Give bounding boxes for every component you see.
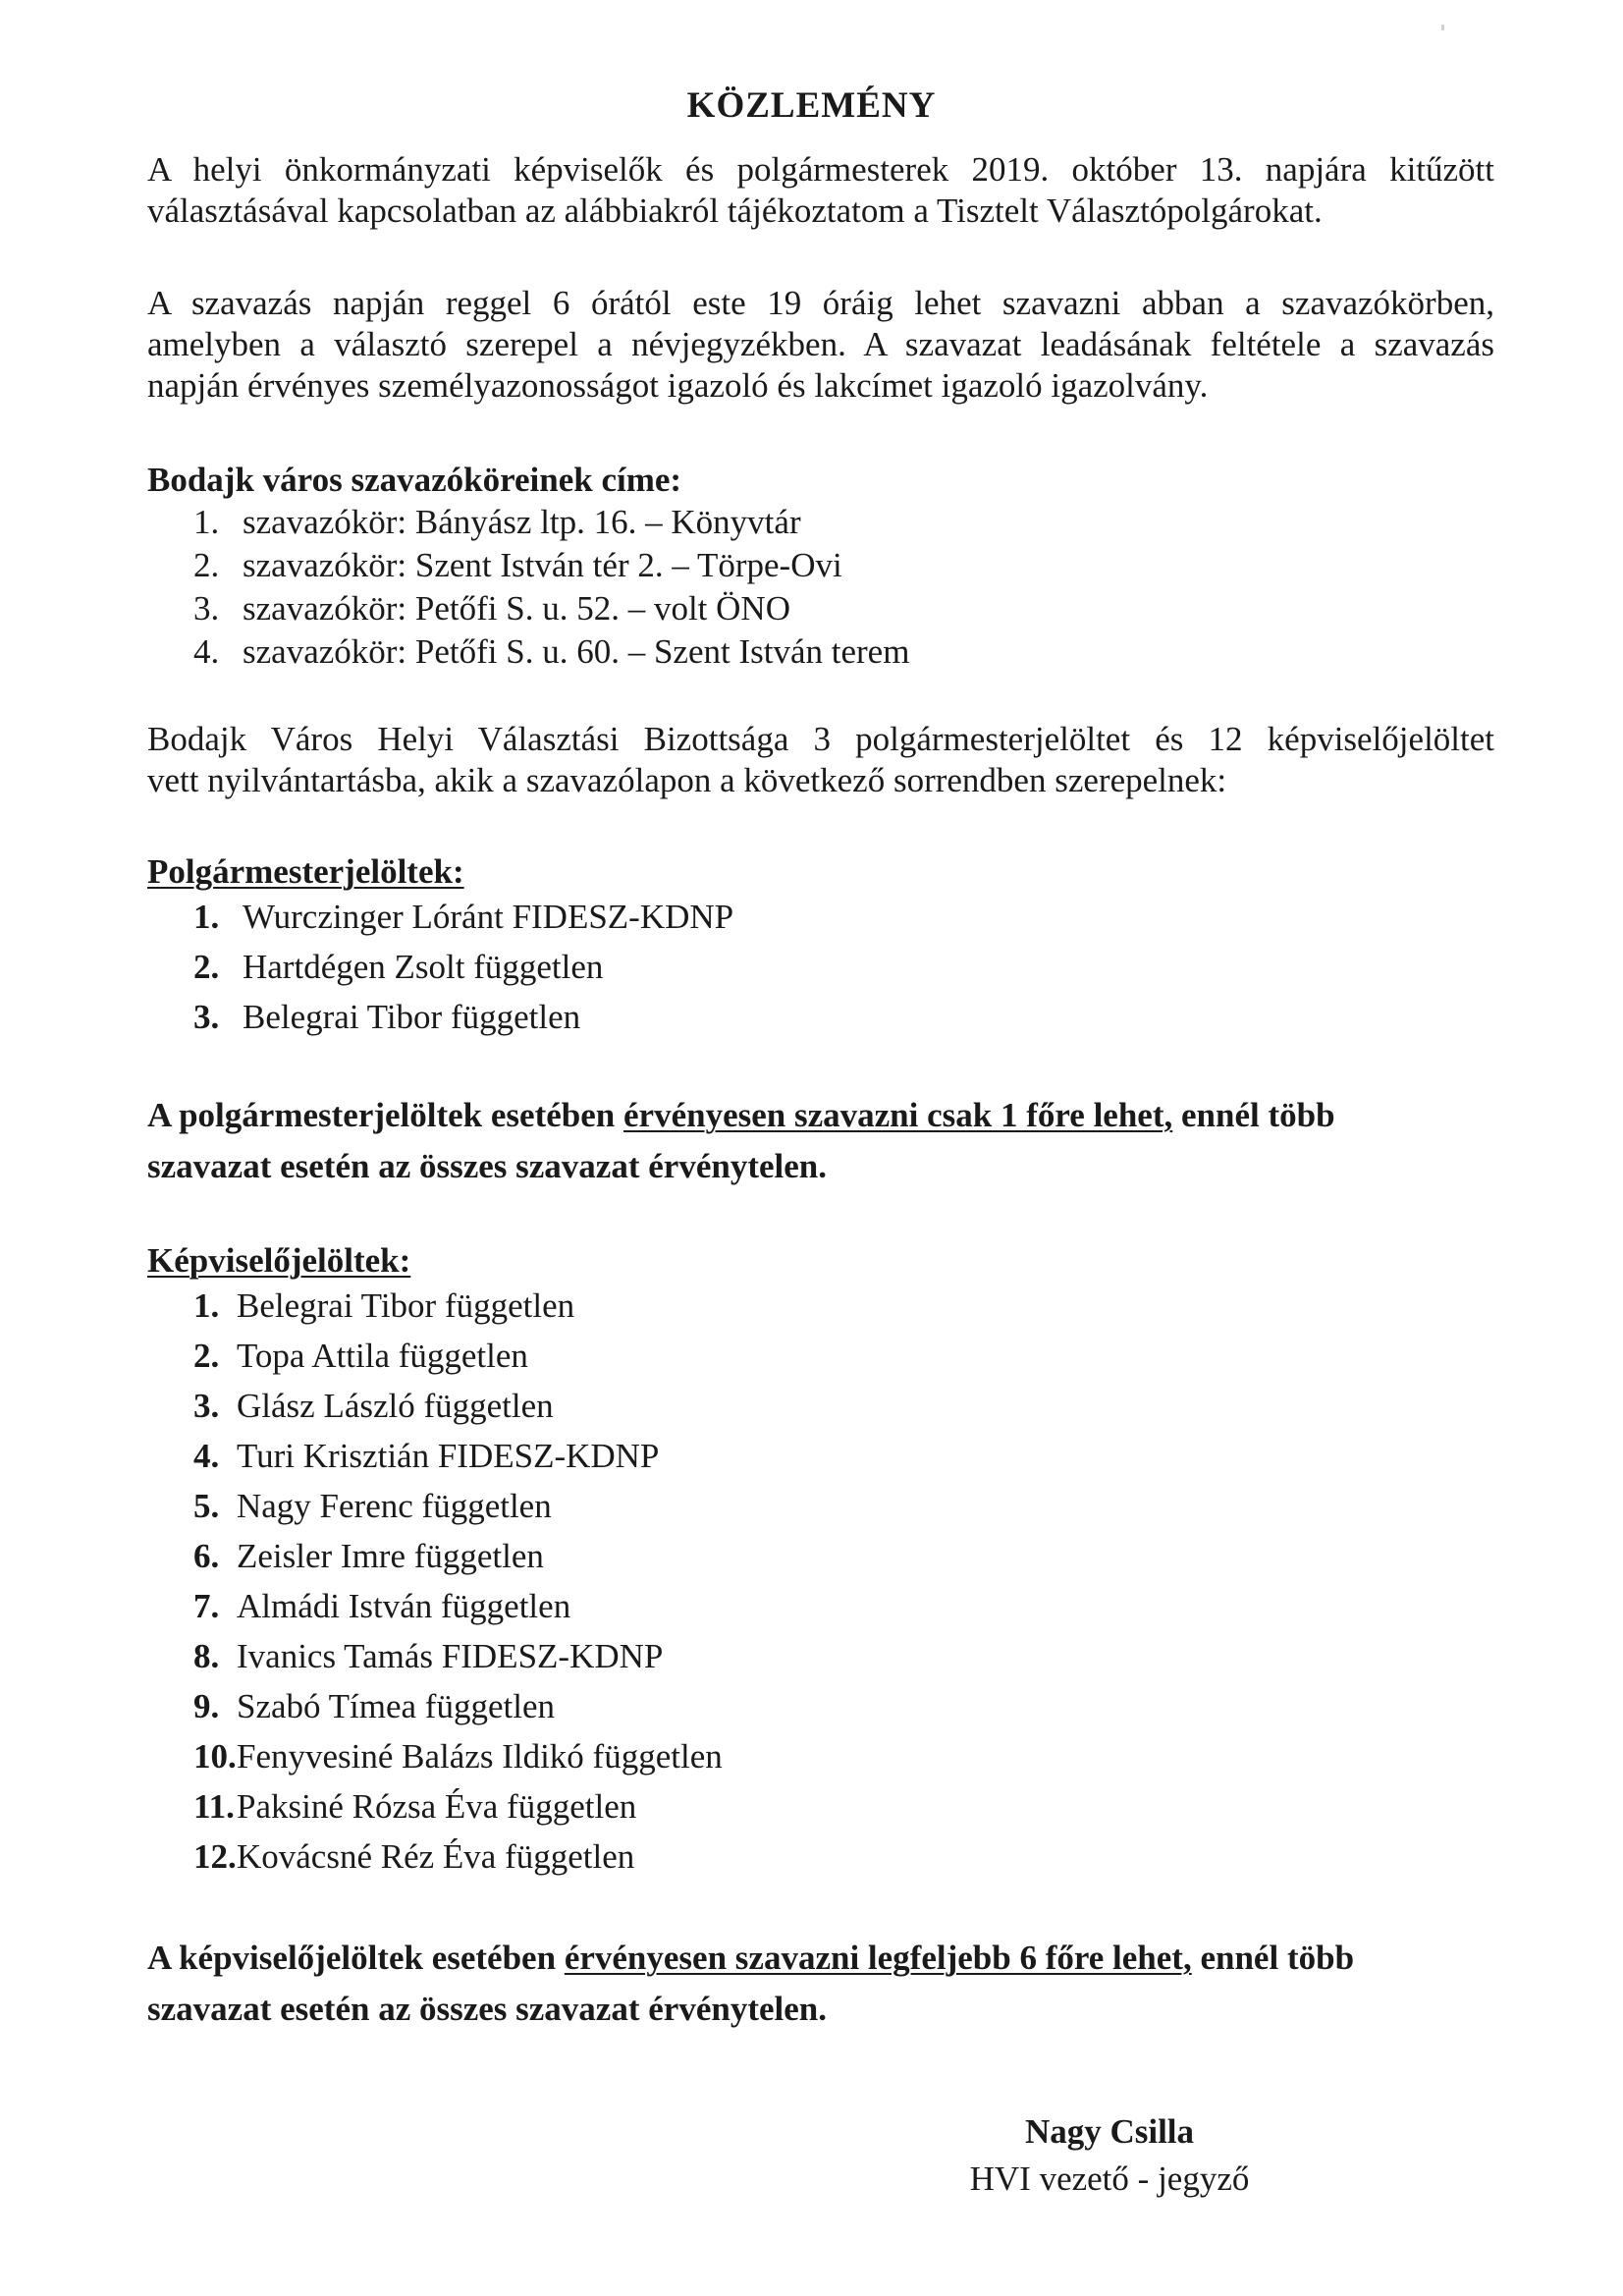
item-text: Szabó Tímea független bbox=[237, 1687, 555, 1725]
committee-line: Bodajk Város Helyi Választási Bizottsága 3 polgármesterjelöltet és 12 képviselőjelöltet bbox=[147, 720, 1494, 758]
item-number: 3. bbox=[193, 998, 220, 1036]
warning-emphasis: érvényesen szavazni legfeljebb 6 főre lehet, bbox=[564, 1939, 1192, 1977]
list-item bbox=[193, 1736, 723, 1786]
list-item bbox=[193, 1686, 723, 1736]
signature-block bbox=[913, 2111, 1306, 2200]
voting-info-line: A szavazás napján reggel 6 órától este 19 óráig lehet szavazni abban a szavazókörben, bbox=[147, 284, 1494, 322]
item-number: 10. bbox=[193, 1737, 237, 1776]
scan-speck bbox=[1441, 25, 1444, 30]
item-number: 5. bbox=[193, 1487, 220, 1525]
list-item bbox=[193, 997, 733, 1047]
warning-text: A képviselőjelöltek esetében bbox=[147, 1939, 565, 1977]
item-number: 6. bbox=[193, 1537, 220, 1575]
rep-warning bbox=[147, 1938, 1494, 2040]
item-text: Hartdégen Zsolt független bbox=[243, 948, 604, 986]
intro-line: A helyi önkormányzati képviselők és polgármesterek 2019. október 13. napjára kitűzött bbox=[147, 150, 1494, 189]
list-item bbox=[193, 1436, 723, 1486]
item-text: Zeisler Imre független bbox=[237, 1537, 544, 1575]
rep-candidates-list bbox=[193, 1285, 723, 1886]
intro-line: választásával kapcsolatban az alábbiakról tájékoztatom a Tisztelt Választópolgárokat. bbox=[147, 191, 1323, 230]
item-text: Glász László független bbox=[237, 1387, 554, 1425]
item-text: Kovácsné Réz Éva független bbox=[237, 1837, 635, 1876]
item-number: 11. bbox=[193, 1787, 235, 1826]
item-text: Belegrai Tibor független bbox=[243, 998, 581, 1036]
item-number: 1. bbox=[193, 898, 220, 936]
item-number: 4. bbox=[193, 632, 220, 671]
item-number: 3. bbox=[193, 589, 220, 628]
list-item bbox=[193, 1636, 723, 1686]
item-text: szavazókör: Petőfi S. u. 60. – Szent István terem bbox=[243, 632, 910, 671]
warning-line bbox=[147, 1095, 1494, 1146]
item-number: 1. bbox=[193, 503, 220, 541]
warning-text: ennél több bbox=[1172, 1096, 1335, 1134]
item-number: 9. bbox=[193, 1687, 220, 1725]
warning-line: szavazat esetén az összes szavazat érvénytelen. bbox=[147, 1990, 827, 2028]
item-number: 7. bbox=[193, 1587, 220, 1625]
item-text: Turi Krisztián FIDESZ-KDNP bbox=[237, 1437, 660, 1475]
list-item bbox=[193, 1386, 723, 1436]
item-number: 8. bbox=[193, 1637, 220, 1675]
warning-text: ennél több bbox=[1191, 1939, 1355, 1977]
item-number: 3. bbox=[193, 1387, 220, 1425]
page-title: KÖZLEMÉNY bbox=[686, 85, 937, 126]
item-text: Almádi István független bbox=[237, 1587, 571, 1625]
signatory-name: Nagy Csilla bbox=[1024, 2112, 1195, 2151]
item-text: szavazókör: Szent István tér 2. – Törpe-Ovi bbox=[243, 546, 842, 584]
item-number: 2. bbox=[193, 1337, 220, 1375]
voting-info-line: amelyben a választó szerepel a névjegyzékben. A szavazat leadásának feltétele a szavazás bbox=[147, 325, 1494, 363]
list-item bbox=[193, 631, 909, 675]
item-text: Topa Attila független bbox=[237, 1337, 528, 1375]
list-item bbox=[193, 588, 909, 631]
warning-text: A polgármesterjelöltek esetében bbox=[147, 1096, 623, 1134]
signatory-role: HVI vezető - jegyző bbox=[969, 2159, 1250, 2198]
warning-line bbox=[147, 1938, 1494, 1989]
mayor-candidates-heading: Polgármesterjelöltek: bbox=[147, 852, 464, 891]
list-item bbox=[193, 1586, 723, 1636]
item-number: 4. bbox=[193, 1437, 220, 1475]
item-number: 2. bbox=[193, 948, 220, 986]
voting-info-paragraph bbox=[147, 283, 1494, 407]
mayor-warning bbox=[147, 1095, 1494, 1197]
list-item bbox=[193, 502, 909, 545]
list-item bbox=[193, 1536, 723, 1586]
item-number: 2. bbox=[193, 546, 220, 584]
item-text: Paksiné Rózsa Éva független bbox=[237, 1787, 637, 1826]
committee-paragraph bbox=[147, 719, 1494, 801]
list-item bbox=[193, 947, 733, 997]
list-item bbox=[193, 1786, 723, 1836]
list-item bbox=[193, 1336, 723, 1386]
item-text: Fenyvesiné Balázs Ildikó független bbox=[237, 1737, 723, 1776]
list-item bbox=[193, 1486, 723, 1536]
warning-emphasis: érvényesen szavazni csak 1 főre lehet, bbox=[623, 1096, 1173, 1134]
voting-info-line: napján érvényes személyazonosságot igazoló és lakcímet igazoló igazolvány. bbox=[147, 366, 1209, 405]
rep-candidates-heading: Képviselőjelöltek: bbox=[147, 1241, 411, 1280]
districts-list bbox=[193, 502, 909, 675]
item-text: Ivanics Tamás FIDESZ-KDNP bbox=[237, 1637, 664, 1675]
committee-line: vett nyilvántartásba, akik a szavazólapon a következő sorrendben szerepelnek: bbox=[147, 761, 1227, 799]
list-item bbox=[193, 897, 733, 947]
mayor-candidates-list bbox=[193, 897, 733, 1047]
item-text: szavazókör: Bányász ltp. 16. – Könyvtár bbox=[243, 503, 801, 541]
list-item bbox=[193, 1285, 723, 1336]
item-text: Nagy Ferenc független bbox=[237, 1487, 552, 1525]
districts-heading: Bodajk város szavazóköreinek címe: bbox=[147, 461, 682, 499]
intro-paragraph bbox=[147, 149, 1494, 232]
item-text: szavazókör: Petőfi S. u. 52. – volt ÖNO bbox=[243, 589, 790, 628]
warning-line: szavazat esetén az összes szavazat érvénytelen. bbox=[147, 1147, 827, 1185]
item-number: 1. bbox=[193, 1286, 220, 1325]
item-number: 12. bbox=[193, 1837, 237, 1876]
item-text: Wurczinger Lóránt FIDESZ-KDNP bbox=[243, 898, 734, 936]
list-item bbox=[193, 1836, 723, 1886]
item-text: Belegrai Tibor független bbox=[237, 1286, 575, 1325]
list-item bbox=[193, 545, 909, 588]
